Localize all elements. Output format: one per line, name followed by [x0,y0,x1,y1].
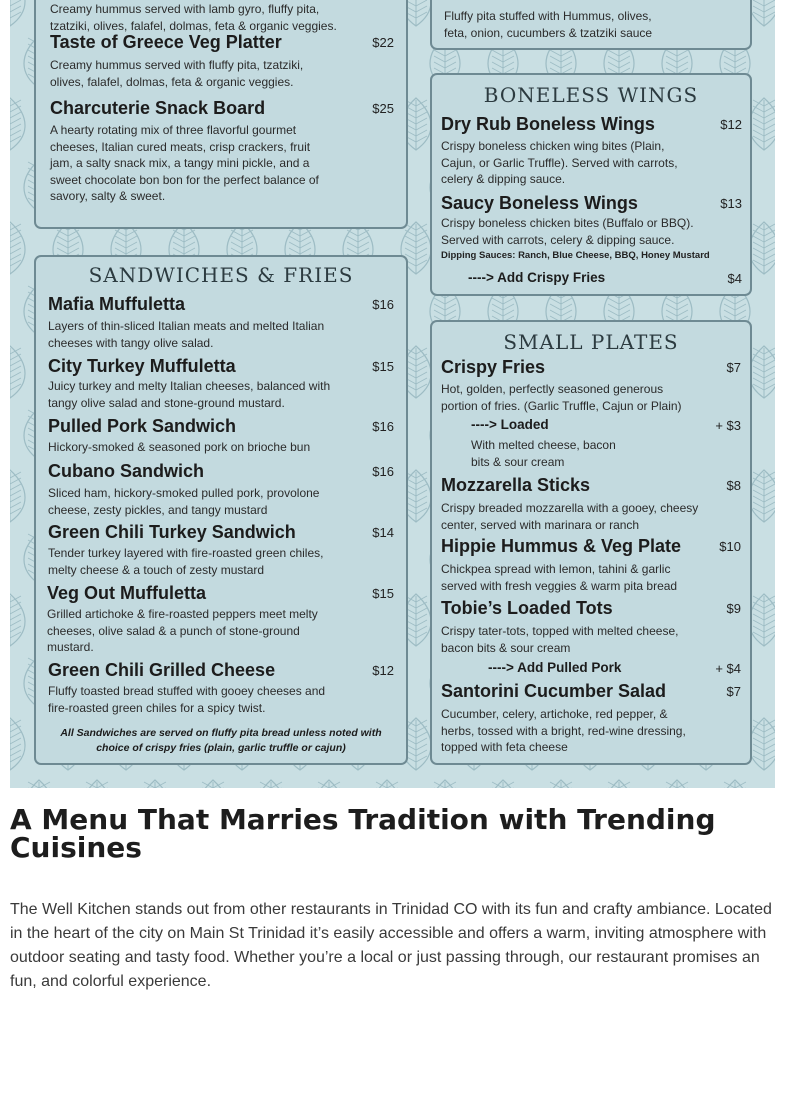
addon-label: ----> Loaded [471,417,549,432]
item-price: $22 [372,35,394,50]
leaf-motif [256,780,286,788]
item-name: Charcuterie Snack Board [50,98,266,118]
article-paragraph: The Well Kitchen stands out from other restaurants in Trinidad CO with its fun and crafty ambiance. Located in the heart of the city on Main St Trinidad it’s easily accessible and offers a warm, inviting atmosphere with outdoor seating and tasty food. Whether you’re a local or just passing through, our restaurant promises an fun, and colorful experience. [10,901,772,990]
addon-price: $4 [727,271,742,286]
leaf-motif [314,780,344,788]
item-description: A hearty rotating mix of three flavorful gourmet cheeses, Italian cured meats, crisp crackers, fruit jam, a salty snack mix, a tangy mini pickle, and a sweet chocolate bon bon for the perfect balance of savory, salty & sweet. [50,123,319,203]
item-price: $16 [372,464,394,479]
platters-panel [34,0,408,229]
item-price: $25 [372,101,394,116]
item-name: Cubano Sandwich [48,461,205,481]
item-price: $8 [726,478,741,493]
item-description: Layers of thin-sliced Italian meats and melted Italian cheeses with tangy olive salad. [48,319,325,350]
leaf-motif [749,346,775,398]
leaf-motif [546,780,576,788]
item-name: Saucy Boneless Wings [441,193,638,213]
leaf-motif [198,780,228,788]
item-description: Hickory-smoked & seasoned pork on brioche bun [48,440,311,454]
item-price: $12 [720,117,742,132]
leaf-motif [749,718,775,770]
addon-label: ----> Add Crispy Fries [468,270,606,285]
item-name: Veg Out Muffuletta [47,583,206,603]
gyro-panel [430,0,752,50]
item-name: Dry Rub Boneless Wings [441,114,655,134]
item-price: $16 [372,419,394,434]
item-description: Cucumber, celery, artichoke, red pepper, & herbs, tossed with a bright, red-wine dressing, topped with feta cheese [441,707,686,754]
dipping-sauces: Dipping Sauces: Ranch, Blue Cheese, BBQ, Honey Mustard [441,250,710,261]
item-price: $9 [726,601,741,616]
item-price: $15 [372,586,394,601]
item-description: Crispy boneless chicken bites (Buffalo or BBQ). Served with carrots, celery & dipping sauce. [441,216,694,247]
sandwich-note: All Sandwiches are served on fluffy pita bread unless noted with choice of crispy fries (plain, garlic truffle or cajun) [60,727,382,754]
item-description: Juicy turkey and melty Italian cheeses, balanced with tangy olive salad and stone-ground mustard. [48,379,331,410]
leaf-motif [720,780,750,788]
leaf-motif [662,780,692,788]
leaf-motif [430,780,460,788]
leaf-motif [10,718,25,770]
item-description: Sliced ham, hickory-smoked pulled pork, provolone cheese, zesty pickles, and tangy mustard [48,486,320,517]
leaf-motif [140,780,170,788]
leaf-motif [749,0,775,26]
addon-description: With melted cheese, bacon bits & sour cream [471,438,616,469]
item-price: $13 [720,196,742,211]
article-headline: A Menu That Marries Tradition with Trending Cuisines [10,803,716,864]
leaf-motif [10,346,25,398]
leaf-motif [749,222,775,274]
item-description: Fluffy toasted bread stuffed with gooey cheeses and fire-roasted green chiles for a spicy twist. [48,684,326,715]
item-name: Santorini Cucumber Salad [441,681,667,701]
leaf-motif [10,98,25,150]
item-description: Hot, golden, perfectly seasoned generous portion of fries. (Garlic Truffle, Cajun or Plain) [441,382,682,413]
item-name: Taste of Greece Veg Platter [50,32,282,52]
leaf-motif [82,780,112,788]
wings-panel [430,73,752,296]
leaf-motif [10,470,25,522]
item-price: $7 [726,360,741,375]
section-title: SMALL PLATES [503,330,679,354]
item-description: Crispy breaded mozzarella with a gooey, cheesy center, served with marinara or ranch [441,501,699,532]
addon-label: ----> Add Pulled Pork [488,660,622,675]
leaf-motif [749,594,775,646]
leaf-motif [10,222,25,274]
item-price: $14 [372,525,394,540]
sandwiches-panel [34,255,408,765]
item-price: $16 [372,297,394,312]
addon-price: + $3 [715,418,741,433]
leaf-motif [372,780,402,788]
menu-image [10,0,775,788]
item-description: Creamy hummus served with lamb gyro, fluffy pita, tzatziki, olives, falafel, dolmas, feta & organic veggies. [50,2,337,33]
item-description: Fluffy pita stuffed with Hummus, olives, feta, onion, cucumbers & tzatziki sauce [444,9,653,40]
leaf-motif [488,780,518,788]
leaf-motif [10,0,25,26]
item-name: Crispy Fries [441,357,546,377]
leaf-motif [24,780,54,788]
item-name: Mafia Muffuletta [48,294,185,314]
item-name: City Turkey Muffuletta [48,356,236,376]
item-price: $7 [726,684,741,699]
leaf-motif [749,470,775,522]
item-description: Grilled artichoke & fire-roasted peppers meet melty cheeses, olive salad & a punch of stone-ground mustard. [47,607,318,654]
item-name: Pulled Pork Sandwich [48,416,237,436]
small-plates-panel [430,320,752,765]
item-description: Chickpea spread with lemon, tahini & garlic served with fresh veggies & warm pita bread [441,562,678,593]
addon-price: + $4 [715,661,741,676]
item-description: Creamy hummus served with fluffy pita, tzatziki, olives, falafel, dolmas, feta & organic veggies. [50,58,304,89]
item-name: Mozzarella Sticks [441,475,591,495]
item-name: Green Chili Turkey Sandwich [48,522,296,542]
item-name: Tobie’s Loaded Tots [441,598,613,618]
leaf-motif [604,780,634,788]
section-title: SANDWICHES & FRIES [88,263,354,287]
item-description: Crispy tater-tots, topped with melted cheese, bacon bits & sour cream [441,624,679,655]
item-price: $12 [372,663,394,678]
item-price: $15 [372,359,394,374]
item-price: $10 [719,539,741,554]
item-description: Tender turkey layered with fire-roasted green chiles, melty cheese & a touch of zesty mustard [48,546,324,577]
section-title: BONELESS WINGS [483,83,699,107]
item-name: Hippie Hummus & Veg Plate [441,536,682,556]
item-description: Crispy boneless chicken wing bites (Plain, Cajun, or Garlic Truffle). Served with carrots, celery & dipping sauce. [441,139,678,186]
leaf-motif [10,594,25,646]
leaf-motif [749,98,775,150]
item-name: Green Chili Grilled Cheese [48,660,276,680]
